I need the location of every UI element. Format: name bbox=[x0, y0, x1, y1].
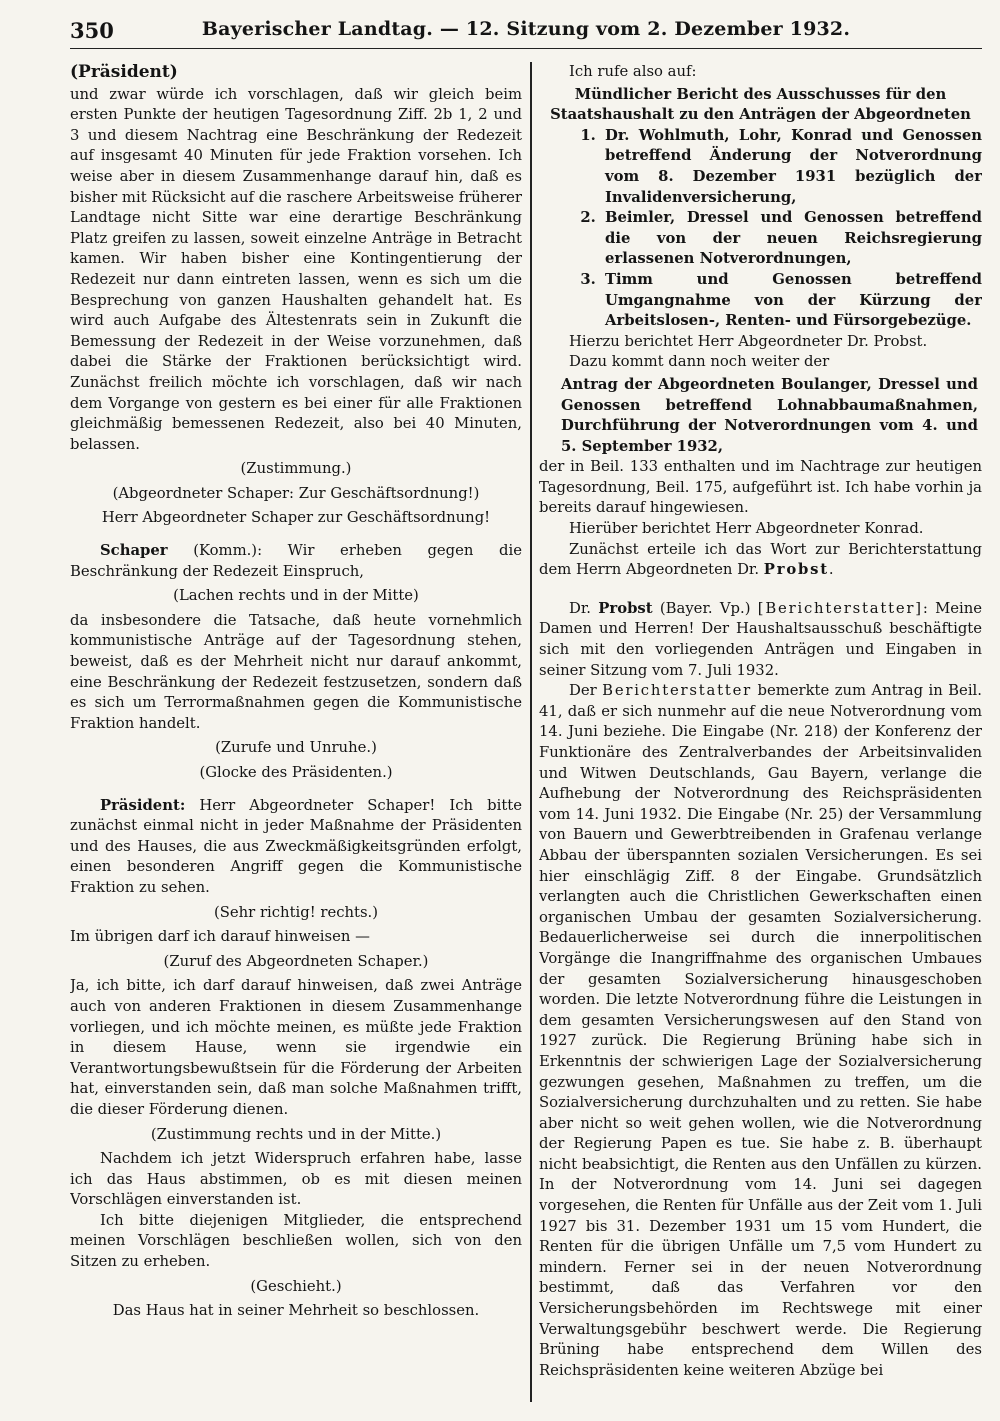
text-run: bemerkte zum Antrag in Beil. 41, daß er sich nunmehr auf die neue Notverordnung vom 14. Juni beziehe. Die Eingabe (Nr. 218) der Konferenz der Funktionäre des Zentralverbandes der Arbeitsinvaliden und Witwen Deutschlands, Gau Bayern, verlange die Aufhebung der Notverordnung des Reichspräsidenten vom 14. Juni 1932. Die Eingabe (Nr. 25) der Versammlung von Bauern und Gewerbtreibenden in Grafenau verlange Abbau der überspannten sozialen Versicherungen. Es sei hier einschlägig Ziff. 8 der Eingabe. Grundsätzlich verlangten auch die Christlichen Gewerkschaften einen organischen Umbau der gesamten Sozialversicherung. Bedauerlicherweise sei durch die innerpolitischen Vorgänge die Inangriffnahme des organischen Umbaues der gesamten Sozialversicherung hinausgeschoben worden. Die letzte Notverordnung führe die Leistungen in dem gesamten Versicherungswesen auf den Stand von 1927 zurück. Die Regierung Brüning habe sich in Erkenntnis der schwierigen Lage der Sozialversicherung gezwungen gesehen, Maßnahmen zu treffen, um die Sozialversicherung durchzuhalten und zu retten. Sie habe aber nicht so weit gehen wollen, wie die Notverordnung der Regierung Papen es tue. Sie habe z. B. überhaupt nicht beabsichtigt, die Renten aus den Unfällen zu kürzen. In der Notverordnung vom 14. Juni sei dagegen vorgesehen, die Renten für Unfälle aus der Zeit vom 1. Juli 1927 bis 31. Dezember 1931 um 15 vom Hundert, die Renten für die übrigen Unfälle um 7,5 vom Hundert zu mindern. Ferner sei in der neuen Notverordnung bestimmt, daß das Verfahren vor den Versicherungsbehörden im Rechtswege mit einer Verwaltungsgebühr beschwert werde. Die Regierung Brüning habe entsprechend dem Willen des Reichspräsidenten keine weiteren Abzüge bei bbox=[539, 682, 982, 1379]
spaced-word: Berichterstatter bbox=[602, 682, 753, 700]
speech-text: : Meine Damen und Herren! Der Haushaltsausschuß beschäftigte sich mit den vorliegenden Anträgen und Eingaben in seiner Sitzung vom 7. Juli 1932. bbox=[539, 599, 982, 679]
page-header bbox=[70, 14, 982, 49]
interjection: (Zustimmung rechts und in der Mitte.) bbox=[150, 1125, 442, 1143]
paragraph: Das Haus hat in seiner Mehrheit so beschlossen. bbox=[112, 1302, 480, 1320]
speech-paragraph bbox=[70, 541, 522, 582]
paragraph: Hierzu berichtet Herr Abgeordneter Dr. Probst. bbox=[569, 332, 928, 350]
speaker-name: Probst bbox=[763, 561, 829, 579]
paragraph bbox=[539, 681, 982, 1381]
spacer bbox=[70, 533, 522, 541]
text-run: Dr. bbox=[569, 599, 599, 617]
list-item: 3. Timm und Genossen betreffend Umgangnahme von der Kürzung der Arbeitslosen-, Renten- und Fürsorgebezüge. bbox=[601, 270, 982, 332]
right-column bbox=[539, 62, 982, 1407]
motion-heading: Antrag der Abgeordneten Boulanger, Dressel und Genossen betreffend Lohnabbaumaßnahmen, Durchführung der Notverordnungen vom 4. und 5. September 1932, bbox=[561, 375, 978, 455]
interjection: (Glocke des Präsidenten.) bbox=[199, 764, 393, 781]
interjection: (Zurufe und Unruhe.) bbox=[215, 739, 377, 757]
paragraph: Ja, ich bitte, ich darf darauf hinweisen, daß zwei Anträge auch von anderen Fraktionen in diesem Zusammenhange vorliegen, und ich möchte meinen, es müßte jede Fraktion in diesem Hause, wenn sie irgendwie ein Verantwortungsbewußtsein für die Förderung der Arbeiten hat, einverstanden sein, daß man solche Maßnahmen trifft, die dieser Förderung dienen. bbox=[70, 977, 522, 1118]
paragraph: Nachdem ich jetzt Widerspruch erfahren habe, lasse ich das Haus abstimmen, ob es mit diesen meinen Vorschlägen einverstanden ist. bbox=[70, 1150, 522, 1209]
text-run: . bbox=[828, 561, 834, 579]
paragraph: Im übrigen darf ich darauf hinweisen — bbox=[70, 928, 370, 946]
interjection: (Lachen rechts und in der Mitte) bbox=[173, 587, 419, 605]
paragraph: Ich rufe also auf: bbox=[569, 63, 697, 80]
paragraph: und zwar würde ich vorschlagen, daß wir gleich beim ersten Punkte der heutigen Tagesordnung Ziff. 2b 1, 2 und 3 und diesem Nachtrag eine Beschränkung der Redezeit auf insgesamt 40 Minuten für jede Fraktion vorsehen. Ich weise aber in diesem Zusammenhange darauf hin, daß es bisher mit Rücksicht auf die raschere Arbeitsweise früherer Landtage nicht Sitte war eine derartige Beschränkung Platz greifen zu lassen, soweit einzelne Anträge in Betracht kamen. Wir haben bisher eine Kontingentierung der Redezeit nur dann eintreten lassen, wenn es sich um die Besprechung von ganzen Haushalten gehandelt hat. Es wird auch Aufgabe des Ältestenrats sein in Zukunft die Bemessung der Redezeit in der Weise vorzunehmen, daß dabei die Stärke der Fraktionen berücksichtigt wird. Zunächst freilich möchte ich vorschlagen, daß wir nach dem Vorgange von gestern es bei einer für alle Fraktionen gleichmäßig bemessenen Redezeit, also bei 40 Minuten, belassen. bbox=[70, 85, 522, 453]
speaker-name: Probst bbox=[598, 599, 653, 617]
column-divider bbox=[530, 62, 532, 1402]
page-number: 350 bbox=[70, 18, 114, 43]
agenda-heading: Mündlicher Bericht des Ausschusses für den Staatshaushalt zu den Anträgen der Abgeordneten bbox=[550, 85, 971, 124]
speech-paragraph bbox=[70, 796, 522, 899]
text-run: Zunächst erteile ich das Wort zur Berichterstattung dem Herrn Abgeordneten Dr. bbox=[539, 540, 982, 579]
text-run: (Bayer. Vp.) bbox=[652, 599, 758, 617]
paragraph: da insbesondere die Tatsache, daß heute vornehmlich kommunistische Anträge auf der Tagesordnung stehen, beweist, daß es der Mehrheit nicht nur darauf ankommt, eine Beschränkung der Redezeit festzusetzen, sondern daß es sich um Terrormaßnahmen gegen die Kommunistische Fraktion handelt. bbox=[70, 611, 522, 732]
spacer bbox=[70, 788, 522, 796]
paragraph: Ich bitte diejenigen Mitglieder, die entsprechend meinen Vorschlägen beschließen wollen, sich von den Sitzen zu erheben. bbox=[70, 1211, 522, 1271]
speech-text: (Komm.): Wir erheben gegen die Beschränkung der Redezeit Einspruch, bbox=[70, 542, 522, 580]
paragraph: Hierüber berichtet Herr Abgeordneter Konrad. bbox=[569, 520, 924, 538]
speaker-role: [Berichterstatter] bbox=[757, 599, 923, 617]
speaker-name: Präsident: bbox=[100, 796, 186, 814]
paragraph bbox=[539, 540, 982, 581]
agenda-list bbox=[539, 126, 982, 332]
speech-paragraph bbox=[539, 599, 982, 681]
running-title: Bayerischer Landtag. — 12. Sitzung vom 2. Dezember 1932. bbox=[201, 18, 851, 40]
speaker-heading: (Präsident) bbox=[70, 62, 178, 82]
paragraph: Herr Abgeordneter Schaper zur Geschäftsordnung! bbox=[101, 509, 491, 527]
list-item: 1. Dr. Wohlmuth, Lohr, Konrad und Genossen betreffend Änderung der Notverordnung vom 8. Dezember 1931 bezüglich der Invalidenversicherung, bbox=[601, 126, 982, 208]
interjection: (Zustimmung.) bbox=[240, 460, 352, 478]
speech-text: Herr Abgeordneter Schaper! Ich bitte zunächst einmal nicht in jeder Maßnahme der Präsidenten und des Hauses, die aus Zweckmäßigkeitsgründen erfolgt, einen besonderen Angriff gegen die Kommunistische Fraktion zu sehen. bbox=[70, 796, 522, 896]
interjection: (Zuruf des Abgeordneten Schaper.) bbox=[163, 952, 429, 970]
spacer bbox=[539, 581, 982, 599]
list-item: 2. Beimler, Dressel und Genossen betreffend die von der neuen Reichsregierung erlassenen Notverordnungen, bbox=[601, 208, 982, 270]
paragraph: der in Beil. 133 enthalten und im Nachtrage zur heutigen Tagesordnung, Beil. 175, aufgeführt ist. Ich habe vorhin ja bereits darauf hingewiesen. bbox=[539, 458, 982, 517]
paragraph: Dazu kommt dann noch weiter der bbox=[569, 353, 830, 371]
interjection: (Abgeordneter Schaper: Zur Geschäftsordnung!) bbox=[112, 484, 480, 502]
text-run: Der bbox=[569, 682, 603, 700]
left-column bbox=[70, 62, 522, 1407]
interjection: (Sehr richtig! rechts.) bbox=[213, 903, 379, 921]
speaker-name: Schaper bbox=[100, 542, 168, 560]
interjection: (Geschieht.) bbox=[250, 1277, 342, 1295]
